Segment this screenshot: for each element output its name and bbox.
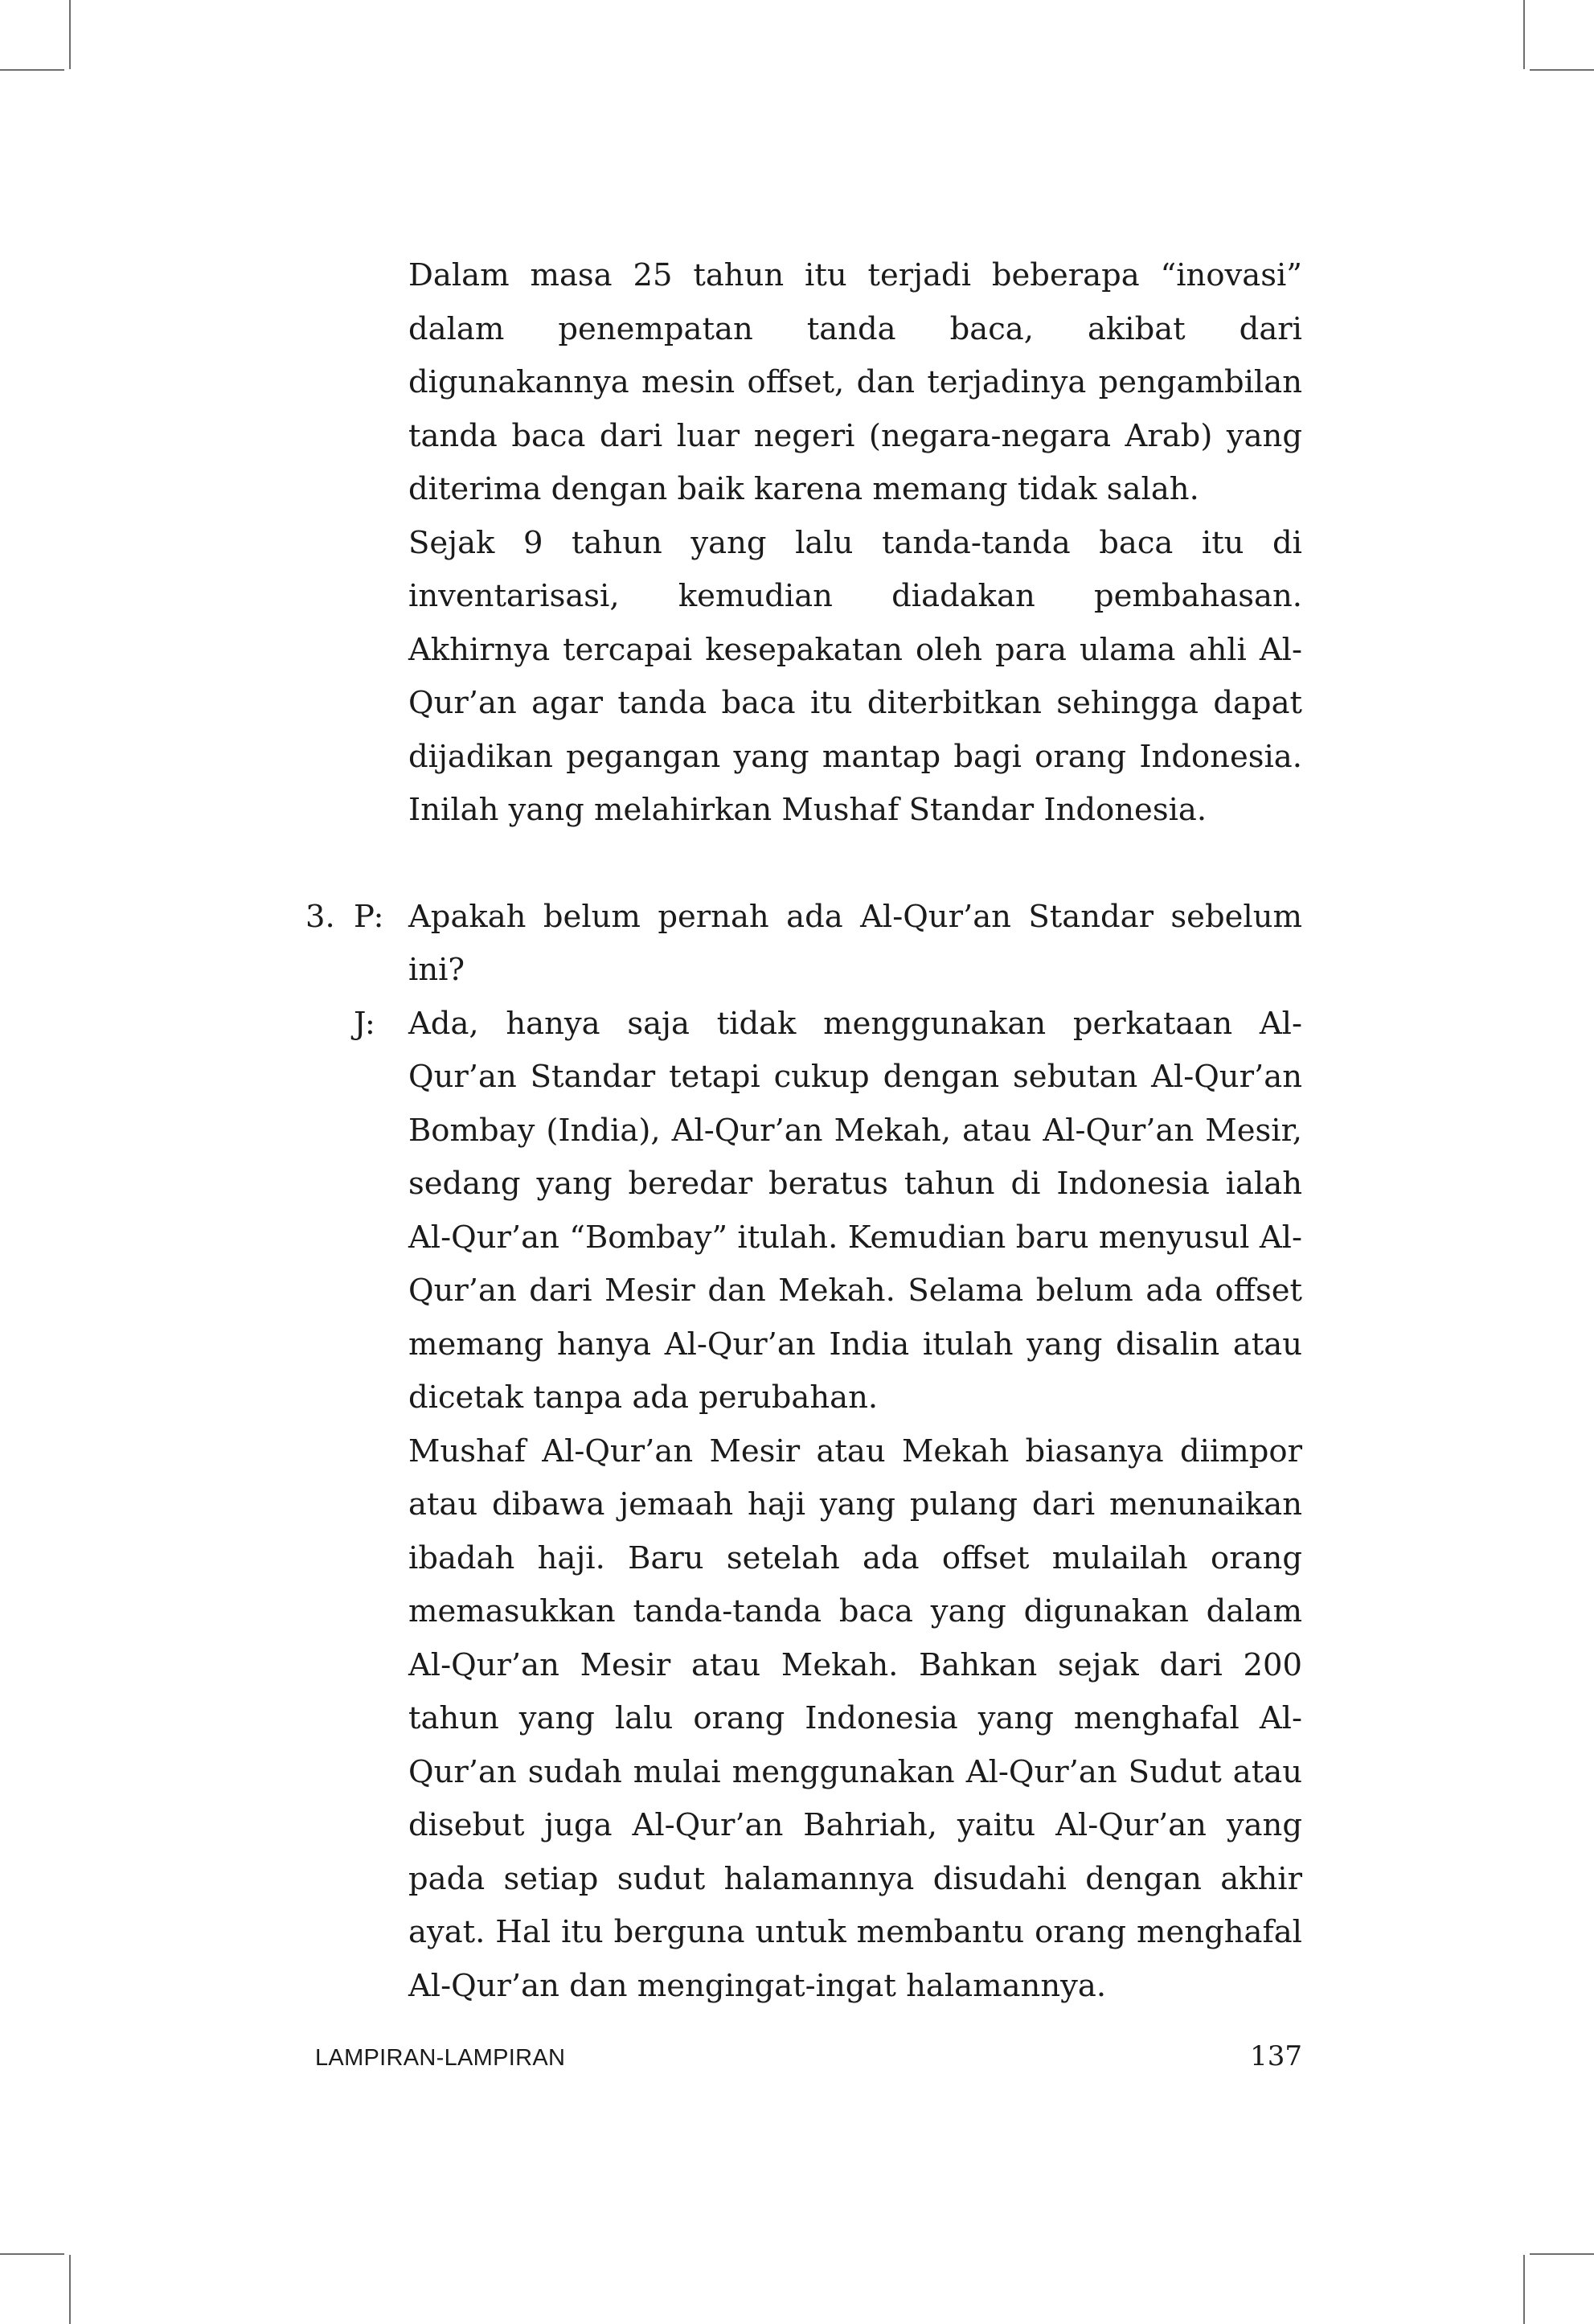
qa-item-3	[305, 891, 1302, 2014]
crop-mark-top-right-vertical	[1523, 0, 1525, 69]
question-row	[305, 891, 1302, 998]
crop-mark-bottom-left-vertical	[69, 2255, 71, 2324]
intro-paragraph-1: Dalam masa 25 tahun itu terjadi beberapa “inovasi” dalam penempatan tanda baca, akibat dari digunakannya mesin offset, dan terjadinya pengambilan tanda baca dari luar negeri (negara-negara Arab) yang diterima dengan baik karena memang tidak salah.	[408, 257, 1302, 507]
running-footer-label: LAMPIRAN-LAMPIRAN	[315, 2045, 566, 2071]
question-text: Apakah belum pernah ada Al-Qur’an Standar sebelum ini?	[408, 898, 1302, 988]
crop-mark-bottom-left-horizontal	[0, 2253, 64, 2255]
crop-mark-bottom-right-horizontal	[1530, 2253, 1594, 2255]
crop-mark-top-left-horizontal	[0, 69, 64, 71]
answer-paragraph-2: Mushaf Al-Qur’an Mesir atau Mekah biasanya diimpor atau dibawa jemaah haji yang pulang dari menunaikan ibadah haji. Baru setelah ada offset mulailah orang memasukkan tanda-tanda baca yang digunakan dalam Al-Qur’an Mesir atau Mekah. Bahkan sejak dari 200 tahun yang lalu orang Indonesia yang menghafal Al-Qur’an sudah mulai menggunakan Al-Qur’an Sudut atau disebut juga Al-Qur’an Bahriah, yaitu Al-Qur’an yang pada setiap sudut halamannya disudahi dengan akhir ayat. Hal itu berguna untuk membantu orang menghafal Al-Qur’an dan mengingat-ingat halamannya.	[408, 1433, 1302, 2004]
answer-row	[305, 998, 1302, 2014]
intro-paragraph-2: Sejak 9 tahun yang lalu tanda-tanda baca itu di inventarisasi, kemudian diadakan pembahasan. Akhirnya tercapai kesepakatan oleh para ulama ahli Al-Qur’an agar tanda baca itu diterbitkan sehingga dapat dijadikan pegangan yang mantap bagi orang Indonesia. Inilah yang melahirkan Mushaf Standar Indonesia.	[408, 524, 1302, 828]
crop-mark-bottom-right-vertical	[1523, 2255, 1525, 2324]
question-tag: P:	[354, 898, 384, 935]
crop-mark-top-left-vertical	[69, 0, 71, 69]
page-footer	[315, 2040, 1302, 2080]
item-number: 3.	[305, 898, 335, 935]
answer-tag: J:	[354, 1005, 375, 1042]
crop-mark-top-right-horizontal	[1530, 69, 1594, 71]
page-body	[305, 249, 1302, 2013]
answer-body	[408, 998, 1302, 2014]
answer-paragraph-1: Ada, hanya saja tidak menggunakan perkataan Al-Qur’an Standar tetapi cukup dengan sebutan Al-Qur’an Bombay (India), Al-Qur’an Mekah, atau Al-Qur’an Mesir, sedang yang beredar beratus tahun di Indonesia ialah Al-Qur’an “Bombay” itulah. Kemudian baru menyusul Al-Qur’an dari Mesir dan Mekah. Selama belum ada offset memang hanya Al-Qur’an India itulah yang disalin atau dicetak tanpa ada perubahan.	[408, 1005, 1302, 1416]
page-number: 137	[1250, 2040, 1302, 2072]
